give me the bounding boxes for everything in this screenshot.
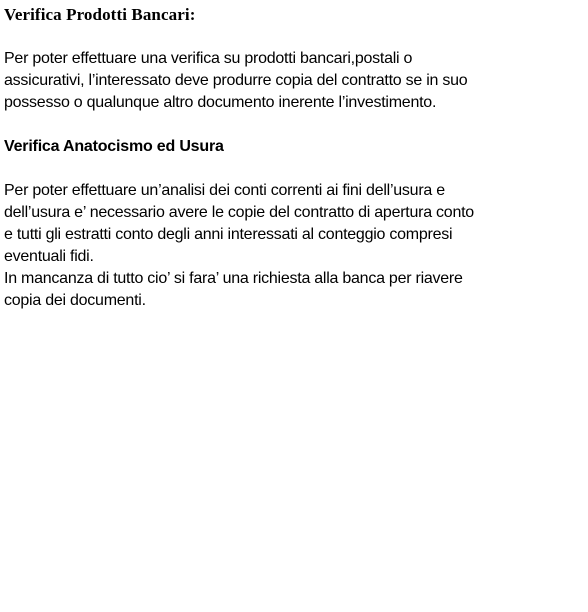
text-line: In mancanza di tutto cio’ si fara’ una richiesta alla banca per riavere xyxy=(4,270,463,287)
spacer xyxy=(4,26,582,48)
text-line: Per poter effettuare una verifica su prodotti bancari,postali o xyxy=(4,50,413,67)
spacer xyxy=(4,158,582,180)
text-line: dell’usura e’ necessario avere le copie del contratto di apertura conto xyxy=(4,204,474,221)
text-line: copia dei documenti. xyxy=(4,292,146,309)
paragraph-prodotti-bancari xyxy=(4,48,582,114)
text-line: e tutti gli estratti conto degli anni interessati al conteggio compresi xyxy=(4,226,453,243)
text-line: possesso o qualunque altro documento inerente l’investimento. xyxy=(4,94,437,111)
text-line: eventuali fidi. xyxy=(4,248,94,265)
text-line: Per poter effettuare un’analisi dei conti correnti ai fini dell’usura e xyxy=(4,182,445,199)
section-title-prodotti-bancari: Verifica Prodotti Bancari: xyxy=(4,5,196,24)
spacer xyxy=(4,114,582,136)
text-line: assicurativi, l’interessato deve produrre copia del contratto se in suo xyxy=(4,72,468,89)
section-title-anatocismo-usura: Verifica Anatocismo ed Usura xyxy=(4,138,224,155)
document-page xyxy=(4,4,582,312)
paragraph-anatocismo-usura xyxy=(4,180,582,312)
